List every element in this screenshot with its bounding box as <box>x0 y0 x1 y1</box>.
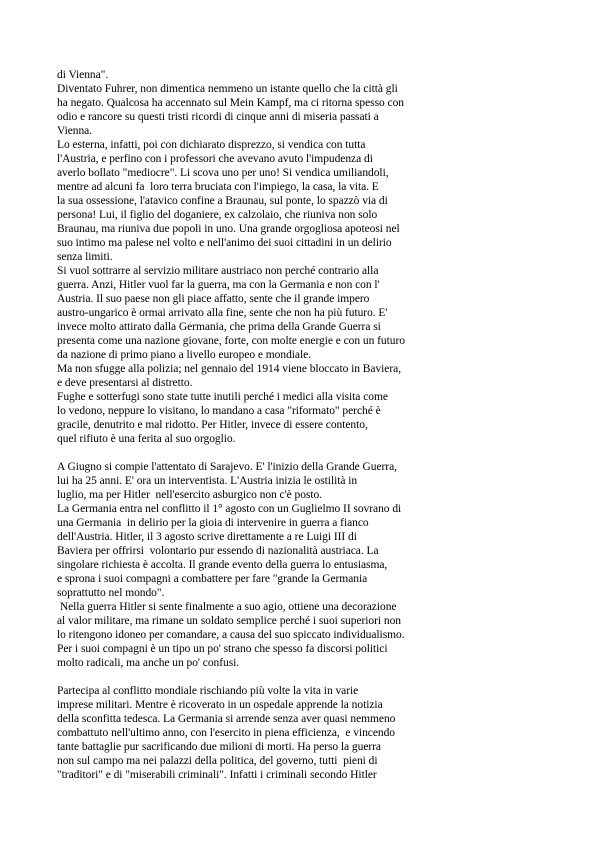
text-line: Diventato Fuhrer, non dimentica nemmeno un istante quello che la città gli <box>57 83 398 95</box>
text-line: Lo esterna, infatti, poi con dichiarato disprezzo, si vendica con tutta <box>57 139 366 151</box>
text-line: Ma non sfugge alla polizia; nel gennaio del 1914 viene bloccato in Baviera, <box>57 363 402 375</box>
text-line: della sconfitta tedesca. La Germania si arrende senza aver quasi nemmeno <box>57 713 396 725</box>
text-line: dell'Austria. Hitler, il 3 agosto scrive direttamente a re Luigi III di <box>57 531 357 543</box>
text-line: da nazione di primo piano a livello europeo e mondiale. <box>57 349 312 361</box>
text-line: molto radicali, ma anche un po' confusi. <box>57 657 240 669</box>
text-line: ha negato. Qualcosa ha accennato sul Mein Kampf, ma ci ritorna spesso con <box>57 97 404 109</box>
text-line: A Giugno si compie l'attentato di Sarajevo. E' l'inizio della Grande Guerra, <box>57 461 397 473</box>
text-line: lo vedono, neppure lo visitano, lo mandano a casa "riformato" perché è <box>57 405 381 417</box>
text-line: soprattutto nel mondo". <box>57 587 165 599</box>
text-line: austro-ungarico è ormai arrivato alla fine, sente che non ha più futuro. E' <box>57 307 388 319</box>
text-line: averlo bollato "mediocre". Li scova uno per uno! Si vendica umiliandoli, <box>57 167 389 179</box>
text-line: Austria. Il suo paese non gli piace affatto, sente che il grande impero <box>57 293 370 305</box>
text-line: lo ritengono idoneo per comandare, a causa del suo spiccato individualismo. <box>57 629 405 641</box>
text-line: imprese militari. Mentre è ricoverato in un ospedale apprende la notizia <box>57 699 383 711</box>
text-line: persona! Lui, il figlio del doganiere, ex calzolaio, che riuniva non solo <box>57 209 378 221</box>
text-line: quel rifiuto è una ferita al suo orgoglio. <box>57 433 236 445</box>
text-line: Si vuol sottrarre al servizio militare austriaco non perché contrario alla <box>57 265 379 277</box>
text-line: e deve presentarsi al distretto. <box>57 377 193 389</box>
text-line: combattuto nell'ultimo anno, con l'esercito in piena efficienza, e vincendo <box>57 727 395 739</box>
text-line: Nella guerra Hitler si sente finalmente a suo agio, ottiene una decorazione <box>57 601 397 613</box>
text-line: luglio, ma per Hitler nell'esercito asburgico non c'è posto. <box>57 489 322 501</box>
text-line: Vienna. <box>57 125 93 137</box>
text-line: odio e rancore su questi tristi ricordi di cinque anni di miseria passati a <box>57 111 379 123</box>
text-line: invece molto attirato dalla Germania, che prima della Grande Guerra si <box>57 321 381 333</box>
text-line: non sul campo ma nei palazzi della politica, del governo, tutti pieni di <box>57 755 378 767</box>
text-line: di Vienna". <box>57 69 109 81</box>
text-line: una Germania in delirio per la gioia di intervenire in guerra a fianco <box>57 517 369 529</box>
text-line: singolare richiesta è accolta. Il grande evento della guerra lo entusiasma, <box>57 559 388 571</box>
text-line: mentre ad alcuni fa loro terra bruciata con l'impiego, la casa, la vita. E <box>57 181 379 193</box>
text-line: Per i suoi compagni è un tipo un po' strano che spesso fa discorsi politici <box>57 643 388 655</box>
text-line: Partecipa al conflitto mondiale rischiando più volte la vita in varie <box>57 685 359 697</box>
text-line: senza limiti. <box>57 251 113 263</box>
text-line: tante battaglie pur sacrificando due milioni di morti. Ha perso la guerra <box>57 741 381 753</box>
text-line: al valor militare, ma rimane un soldato semplice perché i suoi superiori non <box>57 615 401 627</box>
body-text <box>57 68 557 782</box>
text-line: la sua ossessione, l'atavico confine a Braunau, sul ponte, lo spazzò via di <box>57 195 388 207</box>
text-line: Fughe e sotterfugi sono state tutte inutili perché i medici alla visita come <box>57 391 388 403</box>
paragraph-gap <box>57 670 557 684</box>
text-line: Baviera per offrirsi volontario pur essendo di nazionalità austriaca. La <box>57 545 379 557</box>
text-line: Braunau, ma riuniva due popoli in uno. Una grande orgogliosa apoteosi nel <box>57 223 400 235</box>
text-line: presenta come una nazione giovane, forte, con molte energie e con un futuro <box>57 335 405 347</box>
text-line: gracile, denutrito e mal ridotto. Per Hitler, invece di essere contento, <box>57 419 368 431</box>
text-line: "traditori" e di "miserabili criminali". Infatti i criminali secondo Hitler <box>57 769 377 781</box>
paragraph-gap <box>57 446 557 460</box>
text-line: La Germania entra nel conflitto il 1° agosto con un Guglielmo II sovrano di <box>57 503 402 515</box>
text-line: e sprona i suoi compagni a combattere per fare "grande la Germania <box>57 573 368 585</box>
text-line: suo intimo ma palese nel volto e nell'animo dei suoi cittadini in un delirio <box>57 237 392 249</box>
text-line: lui ha 25 anni. E' ora un interventista. L'Austria inizia le ostilità in <box>57 475 358 487</box>
text-line: l'Austria, e perfino con i professori che avevano avuto l'impudenza di <box>57 153 373 165</box>
text-line: guerra. Anzi, Hitler vuol far la guerra, ma con la Germania e non con l' <box>57 279 380 291</box>
